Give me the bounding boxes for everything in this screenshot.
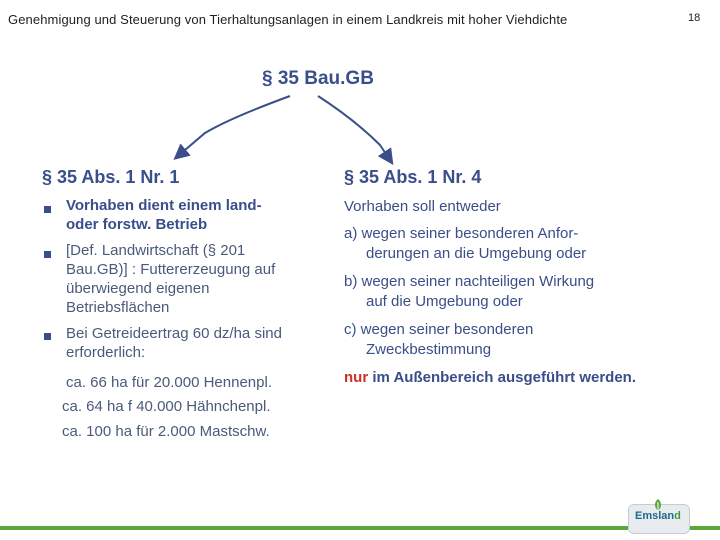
- right-final-highlight: nur: [344, 369, 369, 386]
- right-heading: § 35 Abs. 1 Nr. 4: [344, 167, 482, 187]
- bullet-marker: [44, 206, 51, 213]
- left-bullet2-line4: Betriebsflächen: [66, 299, 170, 316]
- footer-bar: [0, 526, 628, 530]
- arrow-left: [178, 96, 290, 156]
- left-bullet2-line2: Bau.GB)] : Futtererzeugung auf: [66, 261, 276, 278]
- left-bullet2-line3: überwiegend eigenen: [66, 280, 210, 297]
- slide-header-title: Genehmigung und Steuerung von Tierhaltungsanlagen in einem Landkreis mit hoher Viehdichte: [8, 12, 568, 27]
- logo-wordmark: Emsland: [635, 510, 681, 522]
- left-sub1: ca. 66 ha für 20.000 Hennenpl.: [66, 374, 272, 391]
- right-c-line1: c) wegen seiner besonderen: [344, 321, 534, 338]
- right-final-line: [344, 369, 636, 387]
- right-b-line1: b) wegen seiner nachteiligen Wirkung: [344, 273, 595, 290]
- page-number: 18: [688, 12, 701, 24]
- right-final-rest: im Außenbereich ausgeführt werden.: [368, 369, 636, 386]
- bullet-marker: [44, 333, 51, 340]
- footer-bar-right: [688, 526, 720, 530]
- right-intro: Vorhaben soll entweder: [344, 198, 501, 215]
- bullet-marker: [44, 251, 51, 258]
- right-a-line2: derungen an die Umgebung oder: [366, 245, 587, 262]
- left-bullet2-line1: [Def. Landwirtschaft (§ 201: [66, 242, 246, 259]
- main-title: § 35 Bau.GB: [262, 68, 374, 89]
- left-heading: § 35 Abs. 1 Nr. 1: [42, 167, 180, 187]
- left-bullet3-line2: erforderlich:: [66, 344, 146, 361]
- left-sub3: ca. 100 ha für 2.000 Mastschw.: [62, 423, 270, 440]
- right-c-line2: Zweckbestimmung: [366, 341, 492, 358]
- right-b-line2: auf die Umgebung oder: [366, 293, 523, 310]
- emsland-logo: [628, 498, 688, 532]
- left-bullet1-line1: Vorhaben dient einem land-: [66, 197, 262, 214]
- right-a-line1: a) wegen seiner besonderen Anfor-: [344, 225, 579, 242]
- arrow-right: [318, 96, 390, 160]
- left-bullet1-line2: oder forstw. Betrieb: [66, 216, 208, 233]
- left-sub2: ca. 64 ha f 40.000 Hähnchenpl.: [62, 398, 271, 415]
- left-bullet3-line1: Bei Getreideertrag 60 dz/ha sind: [66, 325, 282, 342]
